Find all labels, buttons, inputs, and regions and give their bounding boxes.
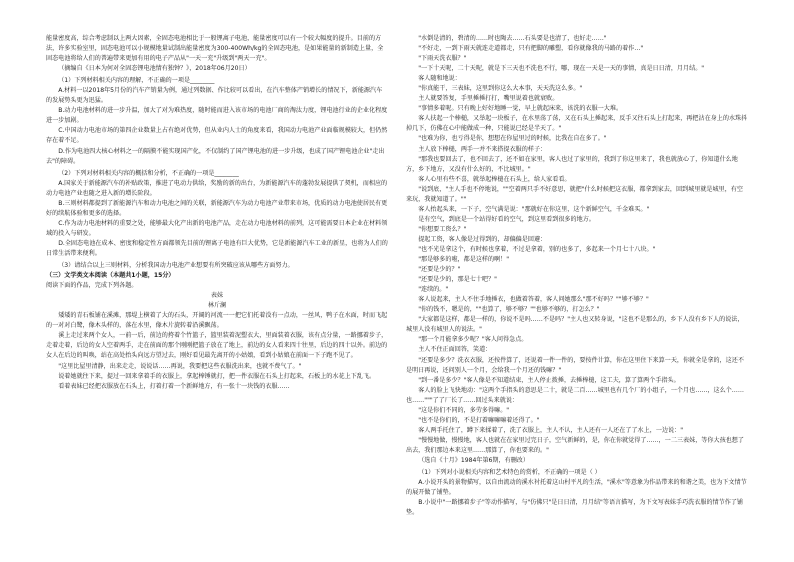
right-paragraph: "说到底，"主人手也不停地说，""空着两只手不好意思，就把"什么时候把这衣服，都拿到家去，回到城里就是城里，有空来玩，我就知道了。"" [406, 185, 743, 203]
left-paragraph: D.作为电池四大核心材料之一的隔膜不能实现国产化，不仅制约了国产锂电池的进一步升级，也成了国产锂电池企业"走出去"的障碍。 [46, 147, 385, 165]
left-paragraph: （三）文学类文本阅读（本题共1小题，15分） [46, 272, 175, 280]
right-paragraph: 客人随和地说： [418, 75, 461, 83]
right-paragraph: "事情多着呢。只有晚上好好地睡一觉，早上就起床来，该洗的衣服一大堆。 [418, 105, 623, 113]
right-paragraph: "也难为你，也亏得是你，想想在你屋里过的时候，比我在自在多了。" [418, 135, 607, 143]
right-paragraph: "一下十天呢，二十天呢，就是下三天也不洗也不行，哪，现在一天是一天的事情，真是日日清，月月结。" [418, 65, 705, 73]
right-paragraph: "下雨天洗衣服？" [418, 55, 467, 63]
left-paragraph: 溪上走过来两个女人，一前一后，前边的挎着个竹篮子，篮里装着泥塑衣大，里面装着衣服，该有点分量，一路挪着步子，走着走着，后边的女人空着两手，走在前面的那个刚刚把篮子放在了地上，前边的女人看来四十往里，后边的四十以外。前边的女人在后边的叫唤，站在高处抬头向远方望过去，刚好看见最先离开的小姑娘，看到小姑娘在前面一下子跑不见了。 [46, 332, 388, 360]
left-paragraph: （2）下列对材料相关内容的概括和分析，不正确的一项是________ [58, 169, 239, 177]
right-paragraph: "那是够多的啦，都是这样的啊！" [418, 256, 510, 264]
right-paragraph: 是有空气，到底是一个站得好看的空气，到这里看到很多的地方。 [418, 215, 595, 223]
right-paragraph: 客人说起来，主人不住手地捶衣，也做着答着，客人问她那么"那不好吗？""够不够？" [418, 296, 649, 304]
right-paragraph: 客人扶起一个棒槌，又举起一块板子，在水里荡了荡，又在石头上捶起来，反手又往石头上打起来，再把沾在身上的水珠抖掉几下，仿佛在心中能做成一种，只能说已经是半天了。" [406, 115, 748, 133]
right-paragraph: 客人心里有些不喜，就举起棒槌在石头上，给人家看看。 [418, 175, 571, 183]
left-paragraph: D.全固态电池在成本、密度和稳定性方面都领先目前的锂离子电池有巨大优势，它是新能源汽车工业的新星，也将为人们的日常生活带来便利。 [46, 239, 388, 257]
right-paragraph: "你的钱不，嗯是的，""也算了，够不够？""也够不够的，打怎么？" [418, 306, 600, 314]
left-paragraph: C.中国动力电池市场的第四企业数量上占有绝对优势，但从业内人士的角度来看，我国动力电池产业面临规模较大，但仍然存在着不足。 [46, 127, 388, 145]
right-paragraph: "还要是少的？" [418, 266, 461, 274]
right-paragraph: 主人不住正面回答，笑道： [418, 346, 492, 354]
left-paragraph: 说着她就往下来，提过一回来拿着手的衣服上，拿起棒锤就打，把一件衣服在石头上打起来，石板上的水花上下乱飞。 [58, 372, 376, 380]
right-paragraph: "这是你们不同的，多劳多得嘛。" [418, 406, 510, 414]
left-paragraph: 阅读下面的作品，完成下列各题。 [46, 282, 138, 290]
right-paragraph: 提起工资，客人像是过得到的，却偏偏是回避： [418, 235, 547, 243]
right-paragraph: B.小说中"一路挪着步子"等动作描写，与"仿佛只"是日日清，月月结"等语言描写，为下文写表妹手巧洗衣服的情节作了铺垫。 [406, 499, 744, 517]
right-paragraph: 主人放下棒槌，两手一并不来搭提衣服的样子： [418, 145, 547, 153]
right-paragraph: "连续的。" [418, 286, 449, 294]
right-paragraph: "那我也要回去了，也不回去了，还不如在家里，客人也过了家里的，我到了你这里来了，我也就放心了，你知道什么地方，乡下地方，又没有什么好的，不比城里。" [406, 155, 738, 173]
left-paragraph: 表妹 [210, 292, 224, 300]
left-paragraph: （摘编自《日本为何对全固态锂电池情有独钟？》，2018年06月20日） [58, 65, 251, 73]
left-paragraph: A.材料一以2018年5月份的汽车产销量为例，通过列数据、作比较可以看出，在汽车整体产销增长的情况下，新能源汽车的发展势头更为迅猛。 [46, 87, 383, 105]
right-paragraph: 主人就要答复，手里捶捶打打，嘴里说着也就衰败。 [418, 95, 559, 103]
right-paragraph: "慢慢地做，慢慢地，客人也就在在家里过完日子，空气新鲜的，是，你在你就觉得了……，一二三表妹，等你大孩也想了出去，我们那边本来这里……那算了，你也要来的。" [406, 436, 744, 454]
right-paragraph: "还要是多少？洗衣衣服，还按件算了，还说着一件一件的，要按件计算，你在这里住下来算一天，你就全是拿的，这还不是明日再说，还问别人一个月，会给我一个月还的钱嘛？" [406, 356, 744, 374]
right-paragraph: A.小说开头的景物描写，以自由流动的溪水衬托着这山村平凡的生活，"溪水"等意象为作品带来的和谐之美，也为下文情节的展开做了铺垫。 [406, 479, 747, 497]
left-paragraph: 能量密度高，综合考虑制以上两大因素，全固态电池相比于一般锂离子电池，能量密度可以有一个较大幅度的提升。目前的方法，许多实验室里，固态电池可以小规模地量试制出能量密度为300-400Wh/kg的全固态电池，是如果能量的新制造上量，全固态电池将给人们的普遍带来更加有用的电子产品从"一天一充"升级到"两天一充"。 [46, 35, 384, 63]
right-paragraph: 客人抬起头来，一下子，空气满是说："那就好在你这里，这个新鲜空气，千金难买。" [418, 205, 650, 213]
left-paragraph: （1）下列材料相关内容的理解，不正确的一项是________ [58, 77, 215, 85]
right-paragraph: （1）下列对小说相关内容和艺术特色的赏析，不正确的一项是（ ） [418, 469, 601, 477]
left-paragraph: B.动力电池材料的进一步升温，加大了对为难热度，随时能而进入该市场的电池厂商的淘汰力度，锂电池行业的企业化程度进一步加剧。 [46, 107, 388, 125]
right-paragraph: "也不光是拿这个，有时候也拿着，不过是拿着，别的也多了，多起来一个月七十八块。" [418, 245, 656, 253]
right-paragraph: 客人两手托住了，蹲下来揉着了，洗了衣服上，主人不认，主人还有一人还在了了水上，一边说：" [418, 426, 684, 434]
right-paragraph: "大家都是这样，都是一样的，你说不是吗……不是吗？"主人也又转身说，"这也不是那么的，乡下人没有乡下人的说法，城里人没有城里人的说法。" [406, 316, 744, 334]
left-paragraph: C.作为动力电池材料的重要之处，能够最大化产出新的电池产品，走在动力电池材料的前列，这可能需要日本企业在材料领域的投入与研发。 [46, 219, 388, 237]
left-paragraph: 矮矮的青石板铺在溪滩，那堤上横着了大的石头，开阔的河流一一把它们托着没有一点动，一丝风，鸭子在水面，时而飞起的一对对白鹭，像木头样的，落在水里，像木片旋转着沿溪飘荡。 [46, 312, 388, 330]
left-paragraph: 林斤澜 [207, 302, 227, 310]
left-paragraph: （3）请结合以上三则材料，分析我国动力电池产业想要有所突破应该从哪些方面努力。 [58, 262, 294, 270]
right-paragraph: "你想要工资么？" [418, 225, 467, 233]
right-paragraph: "也不是你们的，不是打着嘛嘛嘛着还得了。" [418, 416, 540, 424]
left-paragraph: "这里比屋里清静，出来走走，说说话……再说，我要把这些衣服洗出来，也就不费气了。" [58, 362, 302, 370]
right-paragraph: （选自《十月》1984年第6期，有删改） [418, 456, 529, 464]
left-column [46, 34, 388, 544]
right-paragraph: "你真能干，三表妹，这里到你这么大本事，天天洗这么多。" [418, 85, 583, 93]
right-column [406, 34, 748, 544]
right-paragraph: "水倒是清的，碧清的……时也陶去……石头要是也清了，也好走……" [418, 35, 607, 42]
right-paragraph: "那一个月能拿多少呢？"客人问得急点。 [418, 336, 528, 344]
right-paragraph: 客人的脸上飞快地动："这两个手指头的意思是二十，就是二百……城里也有几个厂的小组子，一个月也……，这么个……也……"""了了厂长了……回过头来就说： [406, 386, 744, 404]
right-paragraph: "不好走，一到下雨天就连走道都走，只有把脚的雕塑，看你就像我的马路的着作…" [418, 45, 644, 53]
left-paragraph: B.三则材料都提到了新能源汽车和动力电池之间的关联，新能源汽车为动力电池产业带来市场，优质的动力电池使居民有更好的续航体验和更多的选择。 [46, 199, 388, 217]
right-paragraph: "还要是少的，那是七十吧？" [418, 276, 497, 284]
right-paragraph: "到一番是多少？"客人像是不知道结束，主人停止拨捶，去捶棒槌，这工夫，算了算两个手指头。 [418, 376, 680, 384]
left-paragraph: A.国家关于新能源汽车的补贴政策，推进了电动力供给，奖励的新的出台，为新能源汽车的蓬勃发展提供了契机，而相应的动力电池产业也随之进入新的增长阶段。 [46, 179, 388, 197]
left-paragraph: 看着表妹已经把衣服放在石头上，打着打着一个新鲜地方，有一张十一块钱的衣服…… [58, 382, 290, 390]
